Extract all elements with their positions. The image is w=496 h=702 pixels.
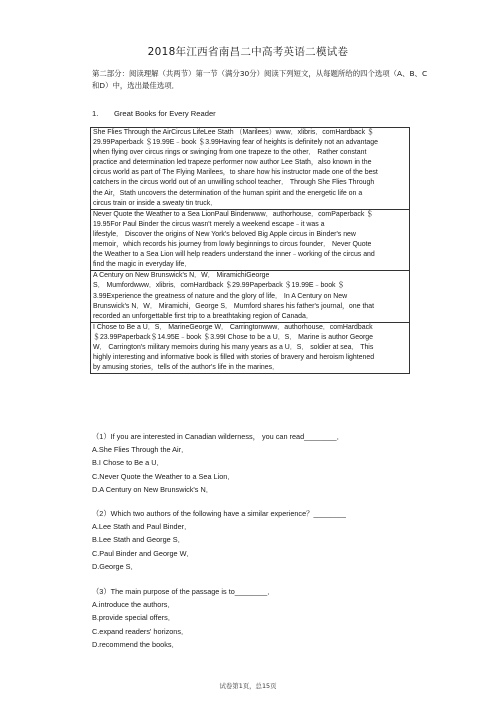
- book-line: A Century on New Brunswick's N．W． MiramichiGeorge: [93, 272, 270, 280]
- book-cell-she-flies: [91, 128, 410, 210]
- passage-heading: [92, 109, 216, 118]
- question-stem: （2）Which two authors of the following have a similar experience？________: [92, 509, 346, 518]
- book-line: I Chose to Be a U．S． MarineGeorge W． Carringtonwww．authorhouse．comHardback: [93, 323, 373, 331]
- book-line: the Air，Stath uncovers the determination of the human spirit and the energetic life on a: [93, 189, 363, 197]
- page-footer: 试卷第1页，总15页: [219, 682, 277, 690]
- book-row: [91, 128, 410, 210]
- book-line: practice and determination led trapeze performer now author Lee Stath，also known in the: [93, 159, 372, 167]
- option-b: B.Lee Stath and George S．: [92, 535, 185, 545]
- question-1: [92, 430, 422, 496]
- book-cell-miramichi: [91, 271, 410, 322]
- option-d: D.A Century on New Brunswick's N．: [92, 484, 214, 494]
- exam-title: 2018年江西省南昌二中高考英语二模试卷: [147, 46, 349, 58]
- option-d: D.recommend the books．: [92, 639, 179, 649]
- book-line: Brunswick's N．W． Miramichi，George S． Mumford shares his father's journal，one that: [93, 302, 375, 310]
- option-a: A.She Flies Through the Air．: [92, 445, 189, 455]
- book-line: highly interesting and informative book is filled with stories of bravery and heroism lightened: [93, 354, 375, 362]
- books-table: [90, 127, 410, 374]
- question-stem: （1）If you are interested in Canadian wilderness， you can read________．: [92, 432, 344, 441]
- passage-number: 1.: [92, 109, 99, 118]
- question-2: [92, 507, 422, 573]
- option-b: B.I Chose to Be a U．: [92, 458, 164, 468]
- book-line: W． Carrington's military memoirs during his many years as a U．S． soldier at sea． This: [93, 343, 374, 351]
- book-line: 19.95For Paul Binder the circus wasn't merely a weekend escape﹣it was a: [93, 220, 325, 228]
- book-cell-marine: [91, 322, 410, 373]
- book-line: lifestyle． Discover the origins of New York's beloved Big Apple circus in Binder's new: [93, 230, 356, 238]
- option-a: A.Lee Stath and Paul Binder．: [92, 522, 192, 532]
- book-line: catchers in the circus world out of an unwilling school teacher． Through She Flies Through: [93, 179, 375, 187]
- book-line: 29.99Paperback ＄19.99E﹣book ＄3.99Having fear of heights is definitely not an advantage: [93, 139, 379, 147]
- book-line: memoir，which records his journey from lowly beginnings to circus founder． Never Quote: [93, 241, 372, 249]
- question-stem: （3）The main purpose of the passage is to________．: [92, 587, 275, 596]
- question-3: [92, 585, 422, 651]
- option-c: C.expand readers' horizons．: [92, 626, 189, 636]
- book-line: the Weather to a Sea Lion will help readers understand the inner﹣working of the circus and: [93, 251, 375, 259]
- book-line: She Flies Through the AirCircus LifeLee Stath （Marilees）www．xlibris．comHardback ＄: [93, 129, 374, 136]
- option-d: D.George S．: [92, 561, 138, 571]
- book-line: Never Quote the Weather to a Sea LionPaul Binderwww．authorhouse．comPaperback ＄: [93, 210, 374, 218]
- book-row: [91, 322, 410, 373]
- book-line: circus world as part of The Flying Marilees，to share how his instructor made one of the best: [93, 169, 378, 177]
- option-a: A.introduce the authors．: [92, 600, 175, 610]
- book-line: recorded an unforgettable first trip to a breathtaking region of Canada．: [93, 312, 313, 320]
- book-row: [91, 271, 410, 322]
- book-line: S． Mumfordwww．xlibris．comHardback ＄29.99Paperback ＄19.99E﹣book ＄: [93, 282, 345, 290]
- book-cell-sea-lion: [91, 209, 410, 271]
- option-c: C.Never Quote the Weather to a Sea Lion．: [92, 471, 235, 481]
- book-line: ＄23.99Paperback＄14.95E﹣book ＄3.99I Chose to be a U．S． Marine is author George: [93, 333, 373, 341]
- section-instruction: 第二部分：阅读理解（共两节）第一节（满分30分）阅读下列短文，从每题所给的四个选项（A、B、C和D）中，选出最佳选项．: [92, 69, 428, 90]
- book-line: 3.99Experience the greatness of nature and the glory of life． In A Century on New: [93, 292, 348, 300]
- book-line: when flying over circus rings or swinging from one trapeze to the other． Rather constant: [93, 149, 367, 157]
- book-line: circus train or inside a sweaty tin truck．: [93, 199, 218, 207]
- book-row: [91, 209, 410, 271]
- book-line: find the magic in everyday life．: [93, 261, 192, 269]
- option-c: C.Paul Binder and George W．: [92, 548, 194, 558]
- book-line: by amusing stories，tells of the author's life in the marines．: [93, 364, 280, 372]
- option-b: B.provide special offers．: [92, 613, 176, 623]
- passage-title: Great Books for Every Reader: [114, 109, 216, 118]
